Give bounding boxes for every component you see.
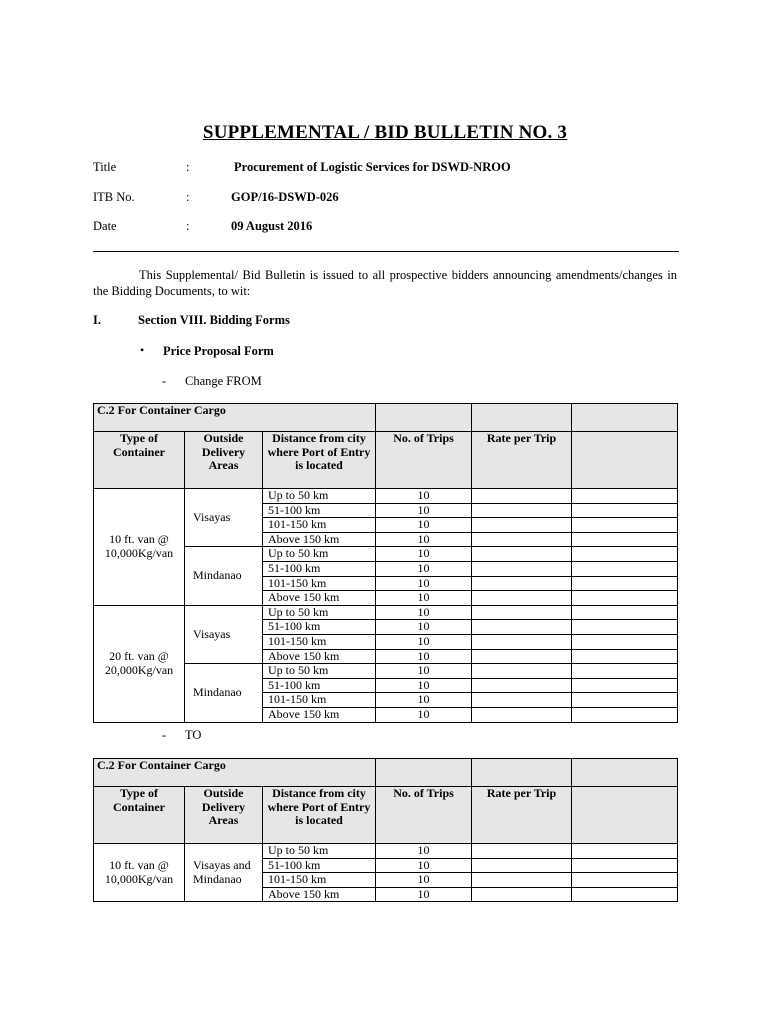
trips-cell: 10 [376, 532, 472, 547]
trips-cell: 10 [376, 547, 472, 562]
blank-cell [572, 693, 678, 708]
bullet-icon: • [140, 343, 145, 357]
blank-cell [572, 634, 678, 649]
header-divider [93, 251, 679, 252]
delivery-area-cell: Visayas [185, 605, 263, 663]
caption-blank-cell [572, 759, 678, 787]
trips-cell: 10 [376, 518, 472, 533]
distance-cell: 51-100 km [263, 620, 376, 635]
blank-cell [572, 518, 678, 533]
rate-cell [472, 678, 572, 693]
trips-cell: 10 [376, 605, 472, 620]
table-row [94, 605, 678, 620]
trips-cell: 10 [376, 576, 472, 591]
trips-cell: 10 [376, 634, 472, 649]
header-blank [572, 432, 678, 489]
header-type-of-container: Type of Container [94, 432, 185, 489]
distance-cell: Up to 50 km [263, 547, 376, 562]
distance-cell: 51-100 km [263, 503, 376, 518]
blank-cell [572, 707, 678, 722]
blank-cell [572, 887, 678, 902]
meta-itb-value: GOP/16-DSWD-026 [231, 190, 339, 204]
trips-cell: 10 [376, 844, 472, 859]
distance-cell: Up to 50 km [263, 664, 376, 679]
meta-itb-colon: : [186, 190, 190, 204]
trips-cell: 10 [376, 489, 472, 504]
meta-itb-label: ITB No. [93, 190, 135, 204]
meta-title-value: Procurement of Logistic Services for DSWD-NROO [234, 160, 511, 174]
rate-cell [472, 532, 572, 547]
dash-marker-to: - [162, 728, 167, 742]
meta-title-colon: : [186, 160, 190, 174]
change-to-label: TO [185, 728, 202, 742]
rate-cell [472, 489, 572, 504]
header-blank [572, 787, 678, 844]
meta-date-label: Date [93, 219, 117, 233]
blank-cell [572, 547, 678, 562]
trips-cell: 10 [376, 561, 472, 576]
change-from-label: Change FROM [185, 374, 262, 388]
caption-blank-cell [572, 404, 678, 432]
distance-cell: 51-100 km [263, 858, 376, 873]
rate-cell [472, 503, 572, 518]
trips-cell: 10 [376, 678, 472, 693]
trips-cell: 10 [376, 873, 472, 888]
caption-blank-cell [472, 759, 572, 787]
meta-title-label: Title [93, 160, 117, 174]
price-table-to [93, 758, 678, 902]
rate-cell [472, 844, 572, 859]
caption-blank-cell [472, 404, 572, 432]
distance-cell: Up to 50 km [263, 844, 376, 859]
dash-marker-from: - [162, 374, 167, 388]
bullet-text: Price Proposal Form [163, 344, 274, 358]
rate-cell [472, 693, 572, 708]
distance-cell: 51-100 km [263, 678, 376, 693]
distance-cell: 101-150 km [263, 518, 376, 533]
delivery-area-cell: Visayas [185, 489, 263, 547]
header-rate-per-trip: Rate per Trip [472, 432, 572, 489]
rate-cell [472, 591, 572, 606]
distance-cell: Up to 50 km [263, 489, 376, 504]
intro-paragraph: This Supplemental/ Bid Bulletin is issued to all prospective bidders announcing amendments/changes in the Bidding Documents, to wit: [93, 268, 677, 298]
table-caption-row [94, 404, 678, 432]
trips-cell: 10 [376, 858, 472, 873]
rate-cell [472, 547, 572, 562]
container-type-cell: 10 ft. van @ 10,000Kg/van [94, 844, 185, 902]
distance-cell: Above 150 km [263, 649, 376, 664]
rate-cell [472, 518, 572, 533]
table-header-row [94, 787, 678, 844]
container-type-cell: 20 ft. van @ 20,000Kg/van [94, 605, 185, 722]
rate-cell [472, 561, 572, 576]
blank-cell [572, 489, 678, 504]
distance-cell: 101-150 km [263, 873, 376, 888]
distance-cell: Above 150 km [263, 532, 376, 547]
distance-cell: 51-100 km [263, 561, 376, 576]
rate-cell [472, 858, 572, 873]
rate-cell [472, 634, 572, 649]
blank-cell [572, 576, 678, 591]
distance-cell: 101-150 km [263, 634, 376, 649]
trips-cell: 10 [376, 620, 472, 635]
header-distance: Distance from city where Port of Entry is located [263, 787, 376, 844]
table-header-row [94, 432, 678, 489]
section-number: I. [93, 313, 101, 327]
rate-cell [472, 620, 572, 635]
trips-cell: 10 [376, 503, 472, 518]
table-row [94, 844, 678, 859]
blank-cell [572, 591, 678, 606]
rate-cell [472, 664, 572, 679]
header-type-of-container: Type of Container [94, 787, 185, 844]
distance-cell: 101-150 km [263, 576, 376, 591]
table-row [94, 489, 678, 504]
header-distance: Distance from city where Port of Entry is located [263, 432, 376, 489]
blank-cell [572, 605, 678, 620]
header-no-of-trips: No. of Trips [376, 432, 472, 489]
meta-date-colon: : [186, 219, 190, 233]
caption-blank-cell [376, 759, 472, 787]
blank-cell [572, 664, 678, 679]
rate-cell [472, 887, 572, 902]
distance-cell: Up to 50 km [263, 605, 376, 620]
blank-cell [572, 873, 678, 888]
distance-cell: Above 150 km [263, 707, 376, 722]
blank-cell [572, 620, 678, 635]
container-type-cell: 10 ft. van @ 10,000Kg/van [94, 489, 185, 606]
table-caption: C.2 For Container Cargo [94, 759, 376, 787]
price-table-from [93, 403, 678, 723]
blank-cell [572, 649, 678, 664]
rate-cell [472, 576, 572, 591]
header-outside-delivery-areas: Outside Delivery Areas [185, 787, 263, 844]
section-title: Section VIII. Bidding Forms [138, 313, 290, 327]
bulletin-title: SUPPLEMENTAL / BID BULLETIN NO. 3 [202, 122, 568, 143]
trips-cell: 10 [376, 649, 472, 664]
blank-cell [572, 858, 678, 873]
header-no-of-trips: No. of Trips [376, 787, 472, 844]
blank-cell [572, 503, 678, 518]
blank-cell [572, 678, 678, 693]
distance-cell: Above 150 km [263, 591, 376, 606]
blank-cell [572, 532, 678, 547]
meta-date-value: 09 August 2016 [231, 219, 313, 233]
distance-cell: 101-150 km [263, 693, 376, 708]
delivery-area-cell: Mindanao [185, 664, 263, 722]
trips-cell: 10 [376, 707, 472, 722]
rate-cell [472, 707, 572, 722]
caption-blank-cell [376, 404, 472, 432]
table-caption: C.2 For Container Cargo [94, 404, 376, 432]
delivery-area-cell: Mindanao [185, 547, 263, 605]
distance-cell: Above 150 km [263, 887, 376, 902]
header-rate-per-trip: Rate per Trip [472, 787, 572, 844]
rate-cell [472, 605, 572, 620]
header-outside-delivery-areas: Outside Delivery Areas [185, 432, 263, 489]
blank-cell [572, 844, 678, 859]
rate-cell [472, 873, 572, 888]
rate-cell [472, 649, 572, 664]
trips-cell: 10 [376, 664, 472, 679]
delivery-area-cell: Visayas and Mindanao [185, 844, 263, 902]
trips-cell: 10 [376, 693, 472, 708]
trips-cell: 10 [376, 887, 472, 902]
trips-cell: 10 [376, 591, 472, 606]
table-caption-row [94, 759, 678, 787]
blank-cell [572, 561, 678, 576]
